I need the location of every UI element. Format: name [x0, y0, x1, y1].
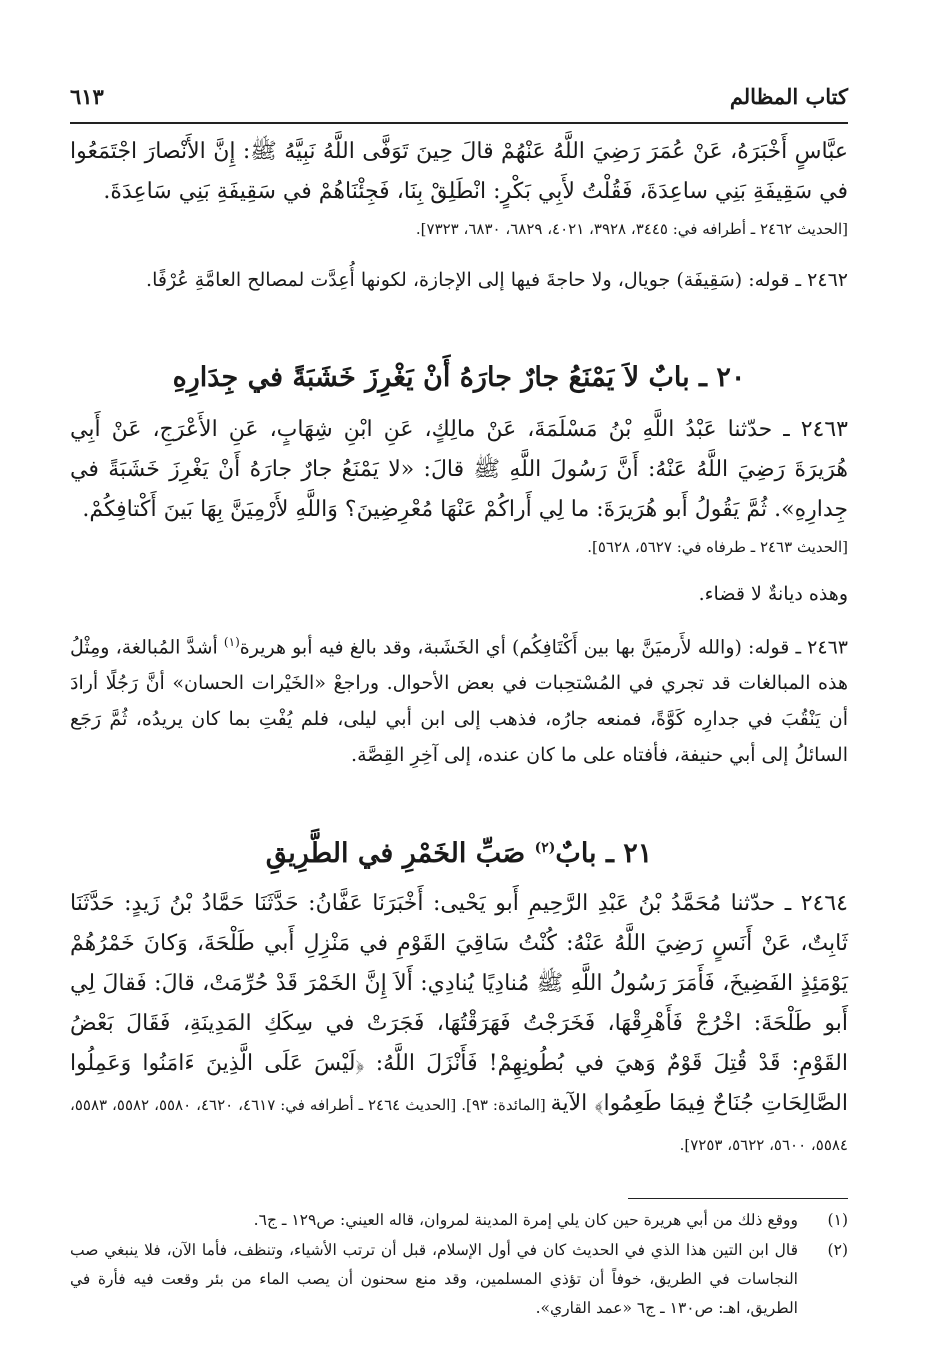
chapter-21-heading-start: ٢١ ـ بابٌ — [555, 838, 653, 869]
chapter-21-heading — [70, 838, 848, 869]
footnote-2-number: (٢) — [827, 1241, 848, 1259]
commentary-2463-text: ٢٤٦٣ ـ قوله: (والله لأَرميَنَّ بها بين أَكْتَافِكُم) أي الخَشَبة، وقد بالغ فيه أبو هريرة — [239, 636, 848, 659]
chapter-20-heading: ٢٠ ـ بابٌ لاَ يَمْنَعُ جارٌ جارَهُ أَنْ يَغْرِزَ خَشَبَةً في جِدَارِهِ — [172, 362, 746, 393]
commentary-2463-text-cont: أشدَّ المُبالغة، ومِثْلُ هذه المبالغات قد تجري في المُسْتحِبات في بعض الأحوال. وراجعْ «الخَيْرات الحسان» أنَّ رَجُلًا أرادَ أن يَنْقُبَ في جدارِه كَوَّةً، فمنعه جارُه، فذهب إلى ابن أبي ليلى، فلم يُفْتِ بما كان يريدُه، ثُمَّ رَجَع السائلُ إلى أبي حنيفة، فأفتاه على ما كان عنده، إلى آخِرِ القِصَّة. — [70, 636, 848, 767]
chapter-21-heading-end: صَبِّ الخَمْرِ في الطَّرِيقِ — [265, 838, 535, 869]
commentary-2462: ٢٤٦٢ ـ قوله: (سَقِيفَة) جويال، ولا حاجةَ فيها إلى الإجازة، لكونها أُعِدَّت لمصالح العامَّةِ عُرْفًا. — [146, 269, 848, 291]
footnote-2 — [70, 1236, 848, 1323]
commentary-2463 — [70, 624, 848, 773]
running-title: كتاب المظالم — [729, 84, 848, 109]
hadith-2462-ending: عبَّاسٍ أَخْبَرَهُ، عَنْ عُمَرَ رَضِيَ اللَّهُ عَنْهُمْ قالَ حِينَ تَوَفَّى اللَّهُ نَبِيَّهُ ﷺ: إِنَّ الأَنْصارَ اجْتَمَعُوا في سَقِيفَةِ بَنِي ساعِدَةَ، فَقُلْتُ لأَبِي بَكْرٍ: انْطَلِقْ بِنَا، فَجِئْنَاهُمْ في سَقِيفَةِ بَنِي سَاعِدَةَ. — [70, 139, 848, 204]
page-header — [70, 78, 848, 118]
hadith-2463-references: [الحديث ٢٤٦٣ ـ طرفاه في: ٥٦٢٧، ٥٦٢٨]. — [587, 538, 848, 556]
hadith-2464-text: ٢٤٦٤ ـ حدّثنا مُحَمَّدُ بْنُ عَبْدِ الرَّحِيمِ أَبو يَحْيى: أَخْبَرَنَا عَفَّانُ: حَدَّثَنَا حَمَّادُ بْنُ زَيدٍ: حَدَّثَنَا ثَابِتٌ، عَنْ أَنَسٍ رَضِيَ اللَّهُ عَنْهُ: كُنْتُ سَاقِيَ القَوْمِ في مَنْزِلِ أَبي طَلْحَةَ، وَكانَ خَمْرُهُمْ يَوْمَئِذٍ الفَضِيخَ، فَأَمَرَ رَسُولُ اللَّهِ ﷺ مُنادِيًا يُنادِي: أَلاَ إِنَّ الخَمْرَ قَدْ حُرِّمَتْ، قالَ: فَقالَ لِي أَبو طَلْحَةَ: اخْرُجْ فَأَهْرِقْهَا، فَخَرَجْتُ فَهَرَقْتُهَا، فَجَرَتْ في سِكَكِ المَدِينَةِ، فَقَالَ بَعْضُ القَوْمِ: قَدْ قُتِلَ قَوْمٌ وَهيَ في بُطُونِهِمْ! فَأَنْزَلَ اللَّهُ: ﴿لَيْسَ عَلَى الَّذِينَ ءَامَنُوا وَعَمِلُوا الصَّالِحَاتِ جُنَاحٌ فِيمَا طَعِمُوا﴾ الآية — [70, 891, 849, 1116]
footnote-1-number: (١) — [827, 1211, 848, 1229]
hadith-2463: ٢٤٦٣ ـ حدّثنا عَبْدُ اللَّهِ بْنُ مَسْلَمَةَ، عَنْ مالِكٍ، عَنِ ابْنِ شِهَابٍ، عَنِ الأَعْرَجِ، عَنْ أَبِي هُرَيرَةَ رَضِيَ اللَّهُ عَنْهُ: أَنَّ رَسُولَ اللَّهِ ﷺ قالَ: «لا يَمْنَعُ جارٌ جارَهُ أَنْ يَغْرِزَ خَشَبَةً في جِدارِهِ». ثُمَّ يَقُولُ أَبو هُرَيرَةَ: ما لِي أَراكُمْ عَنْهَا مُعْرِضِينَ؟ وَاللَّهِ لأَرْمِيَنَّ بِهَا بَينَ أَكْتافِكُمْ. — [70, 417, 848, 522]
page-number: ٦١٣ — [70, 84, 104, 109]
footnote-marker-1: (١) — [223, 635, 240, 649]
footnote-2-text: قال ابن التين هذا الذي في الحديث كان في أول الإسلام، قبل أن ترتب الأشياء، وتنظف، فأما الآن، فلا ينبغي صب النجاسات في الطريق، خوفاً أن تؤذي المسلمين، وقد منع سحنون أن يصب الماء من بئر وقعت فيه فأرة في الطريق، اهـ: ص١٣٠ ـ ج٦ «عمد القاري». — [70, 1241, 798, 1317]
hadith-2462-references: [الحديث ٢٤٦٢ ـ أطرافه في: ٣٤٤٥، ٣٩٢٨، ٤٠٢١، ٦٨٢٩، ٦٨٣٠، ٧٣٢٣]. — [415, 220, 848, 238]
footnote-rule — [628, 1198, 848, 1199]
header-rule — [70, 122, 848, 124]
footnote-1-text: ووقع ذلك من أبي هريرة حين كان يلي إمرة المدينة لمروان، قاله العيني: ص١٢٩ ـ ج٦. — [253, 1211, 798, 1229]
hadith-2464-references: [المائدة: ٩٣]. [الحديث ٢٤٦٤ ـ أطرافه في: ٤٦١٧، ٤٦٢٠، ٥٥٨٠، ٥٥٨٢، ٥٥٨٣، ٥٥٨٤، ٥٦٠٠، ٥٦٢٢، ٧٢٥٣]. — [70, 1096, 848, 1154]
footnote-1 — [70, 1206, 848, 1235]
diyana-note: وهذه ديانةٌ لا قضاء. — [698, 583, 848, 605]
hadith-2464 — [70, 884, 848, 1164]
footnote-marker-2: (٢) — [534, 840, 556, 856]
